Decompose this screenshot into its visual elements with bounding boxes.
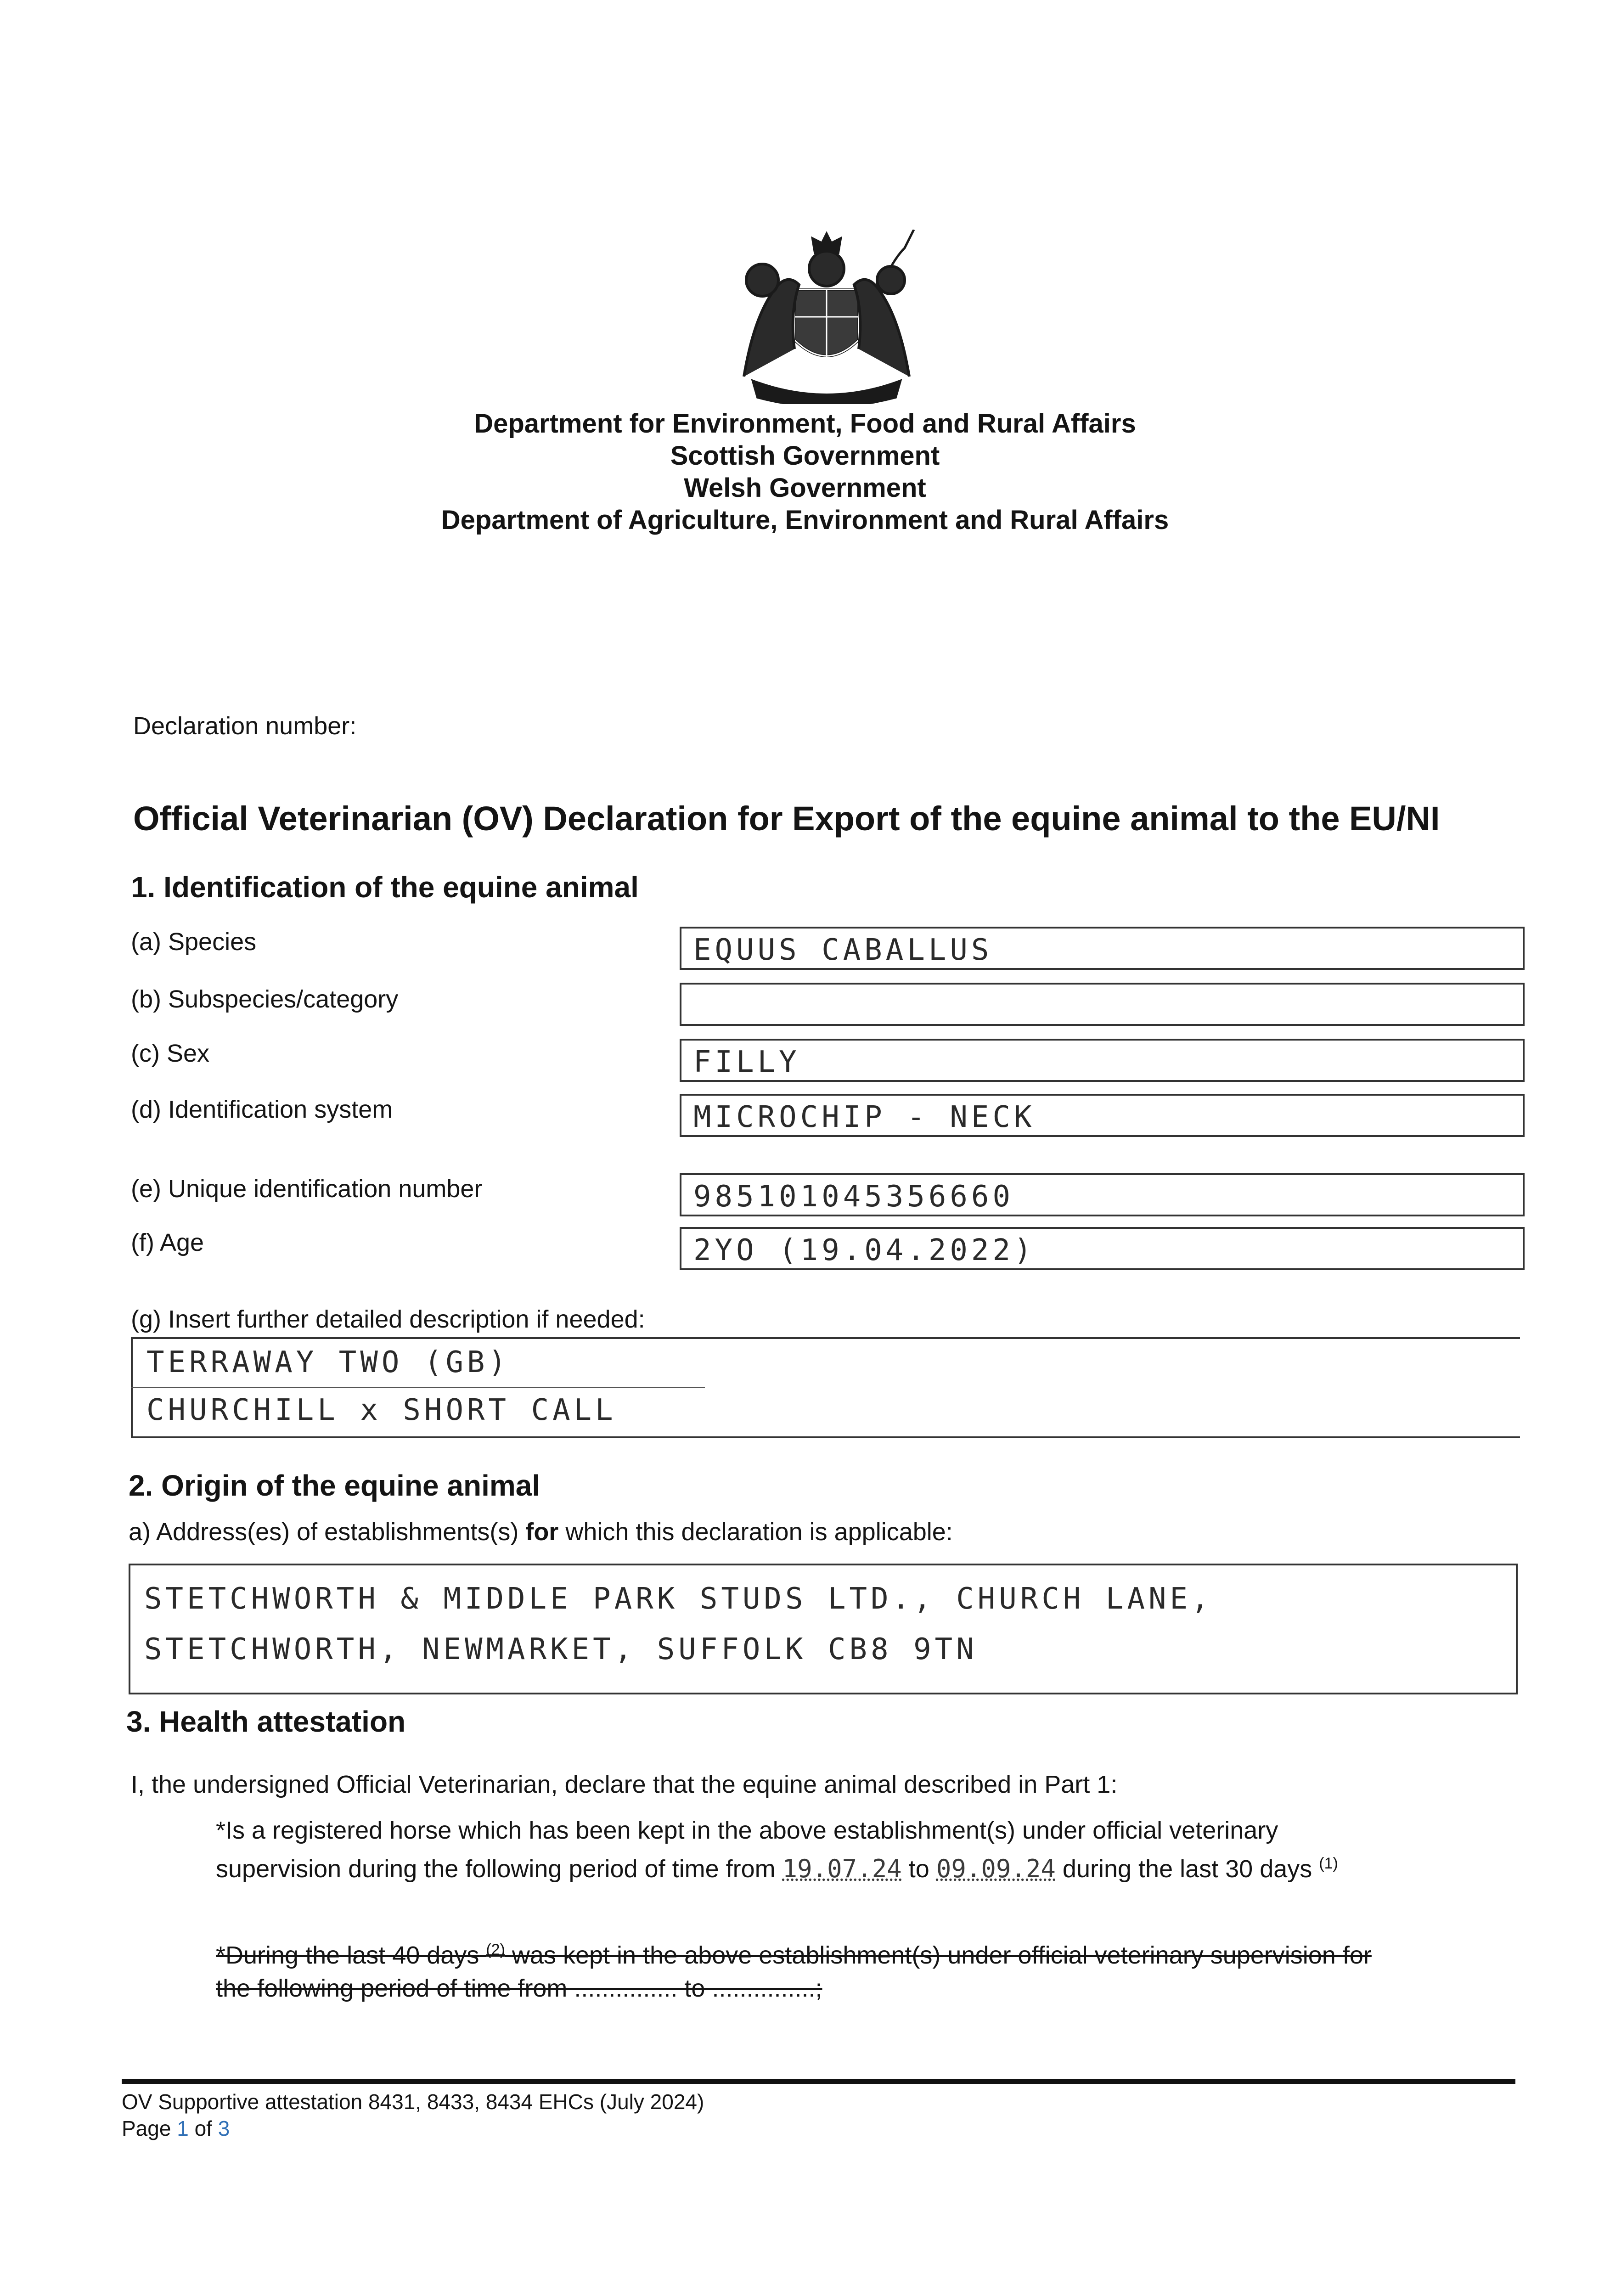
department-line: Scottish Government xyxy=(670,441,940,471)
clause2-line2: the following period of time from ............... to ...............; xyxy=(216,1975,822,2002)
clause1-footnote: (1) xyxy=(1319,1855,1338,1872)
identification-system-field[interactable] xyxy=(680,1094,1525,1137)
page-total: 3 xyxy=(218,2116,230,2140)
clause1-pre: supervision during the following period of time from xyxy=(216,1855,776,1883)
address-label xyxy=(129,1518,953,1546)
field-label-identification-system: (d) Identification system xyxy=(131,1096,393,1123)
footer-attestation-ref: OV Supportive attestation 8431, 8433, 8434 EHCs (July 2024) xyxy=(122,2090,704,2114)
further-description-divider xyxy=(131,1387,705,1388)
section2-heading: 2. Origin of the equine animal xyxy=(129,1469,540,1502)
attestation-clause-2 xyxy=(216,1933,1372,2005)
clause2-pre: *During the last 40 days xyxy=(216,1941,479,1969)
species-field[interactable] xyxy=(680,927,1525,970)
attestation-clause-1 xyxy=(216,1814,1338,1885)
species-value: EQUUS CABALLUS xyxy=(693,933,993,967)
clause1-to-date[interactable]: 09.09.24 xyxy=(936,1854,1056,1883)
section1-heading: 1. Identification of the equine animal xyxy=(131,871,639,904)
uid-field[interactable] xyxy=(680,1173,1525,1216)
department-header xyxy=(0,408,1610,536)
field-label-sex: (c) Sex xyxy=(131,1040,210,1067)
address-line: STETCHWORTH, NEWMARKET, SUFFOLK CB8 9TN xyxy=(144,1632,978,1666)
age-field[interactable] xyxy=(680,1227,1525,1270)
clause1-to-word: to xyxy=(908,1855,929,1883)
attestation-intro: I, the undersigned Official Veterinarian, declare that the equine animal described in Part 1: xyxy=(131,1771,1118,1798)
sex-field[interactable] xyxy=(680,1039,1525,1082)
age-value: 2YO (19.04.2022) xyxy=(693,1233,1036,1267)
field-label-uid: (e) Unique identification number xyxy=(131,1175,483,1203)
clause2-line1 xyxy=(216,1933,1372,1972)
page-of: of xyxy=(194,2116,212,2140)
footer xyxy=(122,2088,704,2142)
address-field[interactable] xyxy=(129,1564,1518,1694)
department-line: Department for Environment, Food and Rural Affairs xyxy=(474,409,1136,439)
clause1-line2 xyxy=(216,1847,1338,1885)
section3-heading: 3. Health attestation xyxy=(126,1705,406,1738)
address-line: STETCHWORTH & MIDDLE PARK STUDS LTD., CHURCH LANE, xyxy=(144,1582,1213,1616)
field-label-subspecies: (b) Subspecies/category xyxy=(131,985,399,1013)
department-line: Department of Agriculture, Environment and Rural Affairs xyxy=(441,505,1169,535)
field-label-species: (a) Species xyxy=(131,928,257,956)
footer-rule xyxy=(122,2079,1515,2084)
subspecies-field[interactable] xyxy=(680,983,1525,1026)
clause1-post: during the last 30 days xyxy=(1062,1855,1312,1883)
declaration-number-label: Declaration number: xyxy=(133,712,357,740)
further-description-line: CHURCHILL x SHORT CALL xyxy=(146,1393,617,1427)
page-word: Page xyxy=(122,2116,171,2140)
clause2-footnote: (2) xyxy=(486,1941,505,1958)
page-current: 1 xyxy=(177,2116,189,2140)
clause2-post: was kept in the above establishment(s) under official veterinary supervision for xyxy=(512,1941,1372,1969)
further-description-label: (g) Insert further detailed description if needed: xyxy=(131,1306,645,1333)
clause1-from-date[interactable]: 19.07.24 xyxy=(782,1854,902,1883)
sex-value: FILLY xyxy=(693,1045,800,1079)
address-label-bold: for xyxy=(525,1518,559,1546)
field-label-age: (f) Age xyxy=(131,1229,204,1256)
address-label-post: which this declaration is applicable: xyxy=(565,1518,953,1546)
page-title: Official Veterinarian (OV) Declaration for Export of the equine animal to the EU/NI xyxy=(133,799,1440,838)
royal-coat-of-arms-icon xyxy=(726,230,928,404)
department-line: Welsh Government xyxy=(684,473,926,503)
identification-system-value: MICROCHIP - NECK xyxy=(693,1100,1036,1134)
address-label-pre: a) Address(es) of establishments(s) xyxy=(129,1518,519,1546)
uid-value: 985101045356660 xyxy=(693,1180,1014,1214)
page-number xyxy=(122,2115,704,2142)
clause1-line1: *Is a registered horse which has been kept in the above establishment(s) under official veterinary xyxy=(216,1817,1278,1844)
further-description-line: TERRAWAY TWO (GB) xyxy=(146,1345,510,1379)
